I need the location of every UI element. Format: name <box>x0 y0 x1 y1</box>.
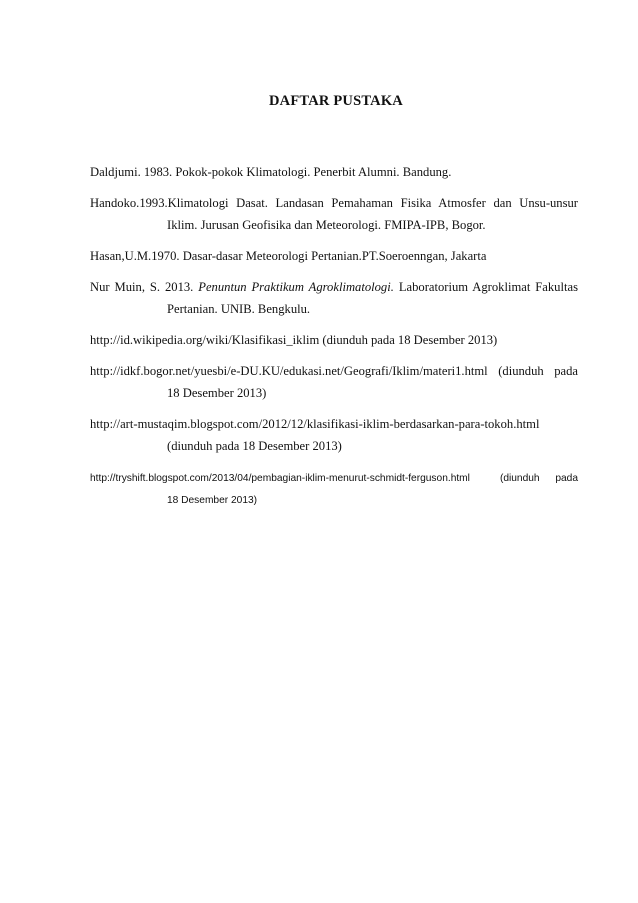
reference-entry: http://art-mustaqim.blogspot.com/2012/12/klasifikasi-iklim-berdasarkan-para-tokoh.html (diunduh pada 18 Desember 2013) <box>90 417 540 453</box>
reference-entry: Daldjumi. 1983. Pokok-pokok Klimatologi. Penerbit Alumni. Bandung. <box>90 165 452 179</box>
reference-author-year: Nur Muin, S. 2013. <box>90 280 194 294</box>
reference-entry: Hasan,U.M.1970. Dasar-dasar Meteorologi Pertanian.PT.Soeroenngan, Jakarta <box>90 249 487 263</box>
reference-publisher: Laboratorium Agroklimat Fakultas Pertanian. UNIB. Bengkulu. <box>167 280 578 316</box>
reference-list <box>90 161 578 521</box>
reference-url: http://tryshift.blogspot.com/2013/04/pembagian-iklim-menurut-schmidt-ferguson.html <box>90 473 470 484</box>
reference-entry: http://idkf.bogor.net/yuesbi/e-DU.KU/edukasi.net/Geografi/Iklim/materi1.html (diunduh pada 18 Desember 2013) <box>90 364 578 400</box>
reference-book-title: Penuntun Praktikum Agroklimatologi. <box>198 280 394 294</box>
reference-entry: Handoko.1993.Klimatologi Dasat. Landasan Pemahaman Fisika Atmosfer dan Unsu-unsur Iklim. Jurusan Geofisika dan Meteorologi. FMIPA-IPB, Bogor. <box>90 196 578 232</box>
reference-entry <box>90 276 578 320</box>
page-title: DAFTAR PUSTAKA <box>269 93 403 109</box>
reference-download-note: (diunduh pada 18 Desember 2013) <box>167 473 578 506</box>
reference-entry <box>90 468 578 512</box>
reference-entry: http://id.wikipedia.org/wiki/Klasifikasi_iklim (diunduh pada 18 Desember 2013) <box>90 333 498 347</box>
